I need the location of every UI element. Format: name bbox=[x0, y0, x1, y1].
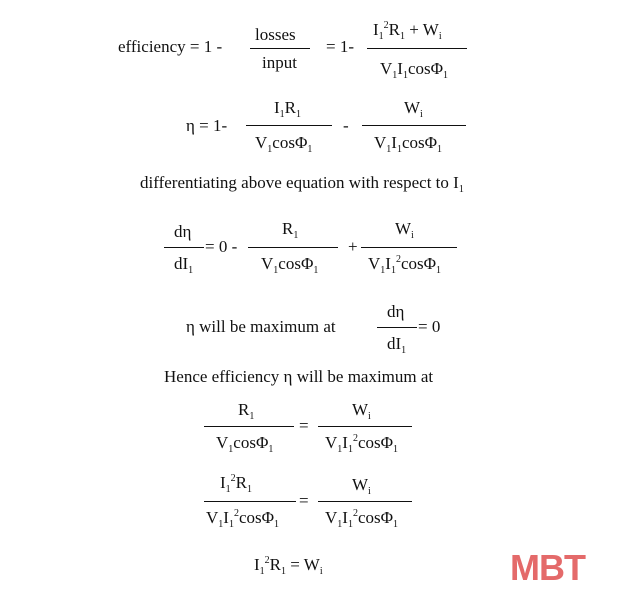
equals-sign: = bbox=[299, 491, 309, 510]
fraction-numerator: $I_1^2R_1$ bbox=[220, 473, 253, 495]
fraction-bar bbox=[204, 426, 294, 427]
fraction-denominator: $dI_1$ bbox=[387, 334, 407, 356]
fraction-denominator: $V_1I_1^2\cos\Phi_1$ bbox=[325, 508, 399, 530]
fraction-denominator: $V_1\cos\Phi_1$ bbox=[216, 433, 274, 455]
equals-text: = 0 - bbox=[205, 237, 238, 256]
fraction-numerator: losses bbox=[255, 25, 296, 44]
eta-label: η = 1- bbox=[186, 116, 228, 135]
plus-sign: + bbox=[348, 237, 358, 256]
fraction-bar bbox=[318, 426, 412, 427]
fraction-denominator: $V_1I_1\cos\Phi_1$ bbox=[380, 59, 449, 81]
equals-text: = 0 bbox=[418, 317, 441, 336]
fraction-denominator: $V_1\cos\Phi_1$ bbox=[261, 254, 319, 276]
mbt-logo: MBT bbox=[510, 547, 585, 588]
fraction-denominator: $V_1I_1^2\cos\Phi_1$ bbox=[368, 254, 442, 276]
fraction-bar bbox=[246, 125, 332, 126]
fraction-bar bbox=[367, 48, 467, 49]
fraction-bar bbox=[362, 125, 466, 126]
fraction-denominator: $V_1I_1\cos\Phi_1$ bbox=[374, 133, 443, 155]
fraction-numerator: $W_i$ bbox=[352, 475, 371, 497]
fraction-bar bbox=[318, 501, 412, 502]
fraction-numerator: $I_1^2R_1 + W_i$ bbox=[373, 20, 442, 42]
differentiating-text: differentiating above equation with respect to $I_1$ bbox=[140, 173, 464, 195]
fraction-bar bbox=[361, 247, 457, 248]
fraction-bar bbox=[250, 48, 310, 49]
fraction-denominator: $V_1I_1^2\cos\Phi_1$ bbox=[325, 433, 399, 455]
fraction-numerator: $W_i$ bbox=[352, 400, 371, 422]
fraction-denominator: $V_1I_1^2\cos\Phi_1$ bbox=[206, 508, 280, 530]
fraction-bar bbox=[164, 247, 204, 248]
minus-sign: - bbox=[343, 116, 349, 135]
fraction-numerator: $W_i$ bbox=[404, 98, 423, 120]
equals-sign: = bbox=[299, 416, 309, 435]
fraction-numerator: $R_1$ bbox=[238, 400, 255, 422]
fraction-bar bbox=[248, 247, 338, 248]
fraction-numerator: $I_1R_1$ bbox=[274, 98, 302, 120]
fraction-denominator: $dI_1$ bbox=[174, 254, 194, 276]
fraction-numerator: dη bbox=[174, 222, 192, 241]
fraction-denominator: $V_1\cos\Phi_1$ bbox=[255, 133, 313, 155]
equals-text: = 1- bbox=[326, 37, 354, 56]
final-equation: $I_1^2R_1 = W_i$ bbox=[254, 555, 323, 577]
fraction-denominator: input bbox=[262, 53, 297, 72]
fraction-numerator: $R_1$ bbox=[282, 219, 299, 241]
eta-maximum-text: η will be maximum at bbox=[186, 317, 336, 336]
hence-text: Hence efficiency η will be maximum at bbox=[164, 367, 434, 386]
fraction-bar bbox=[377, 327, 417, 328]
fraction-bar bbox=[204, 501, 296, 502]
fraction-numerator: $W_i$ bbox=[395, 219, 414, 241]
efficiency-label: efficiency = 1 - bbox=[118, 37, 223, 56]
fraction-numerator: dη bbox=[387, 302, 405, 321]
